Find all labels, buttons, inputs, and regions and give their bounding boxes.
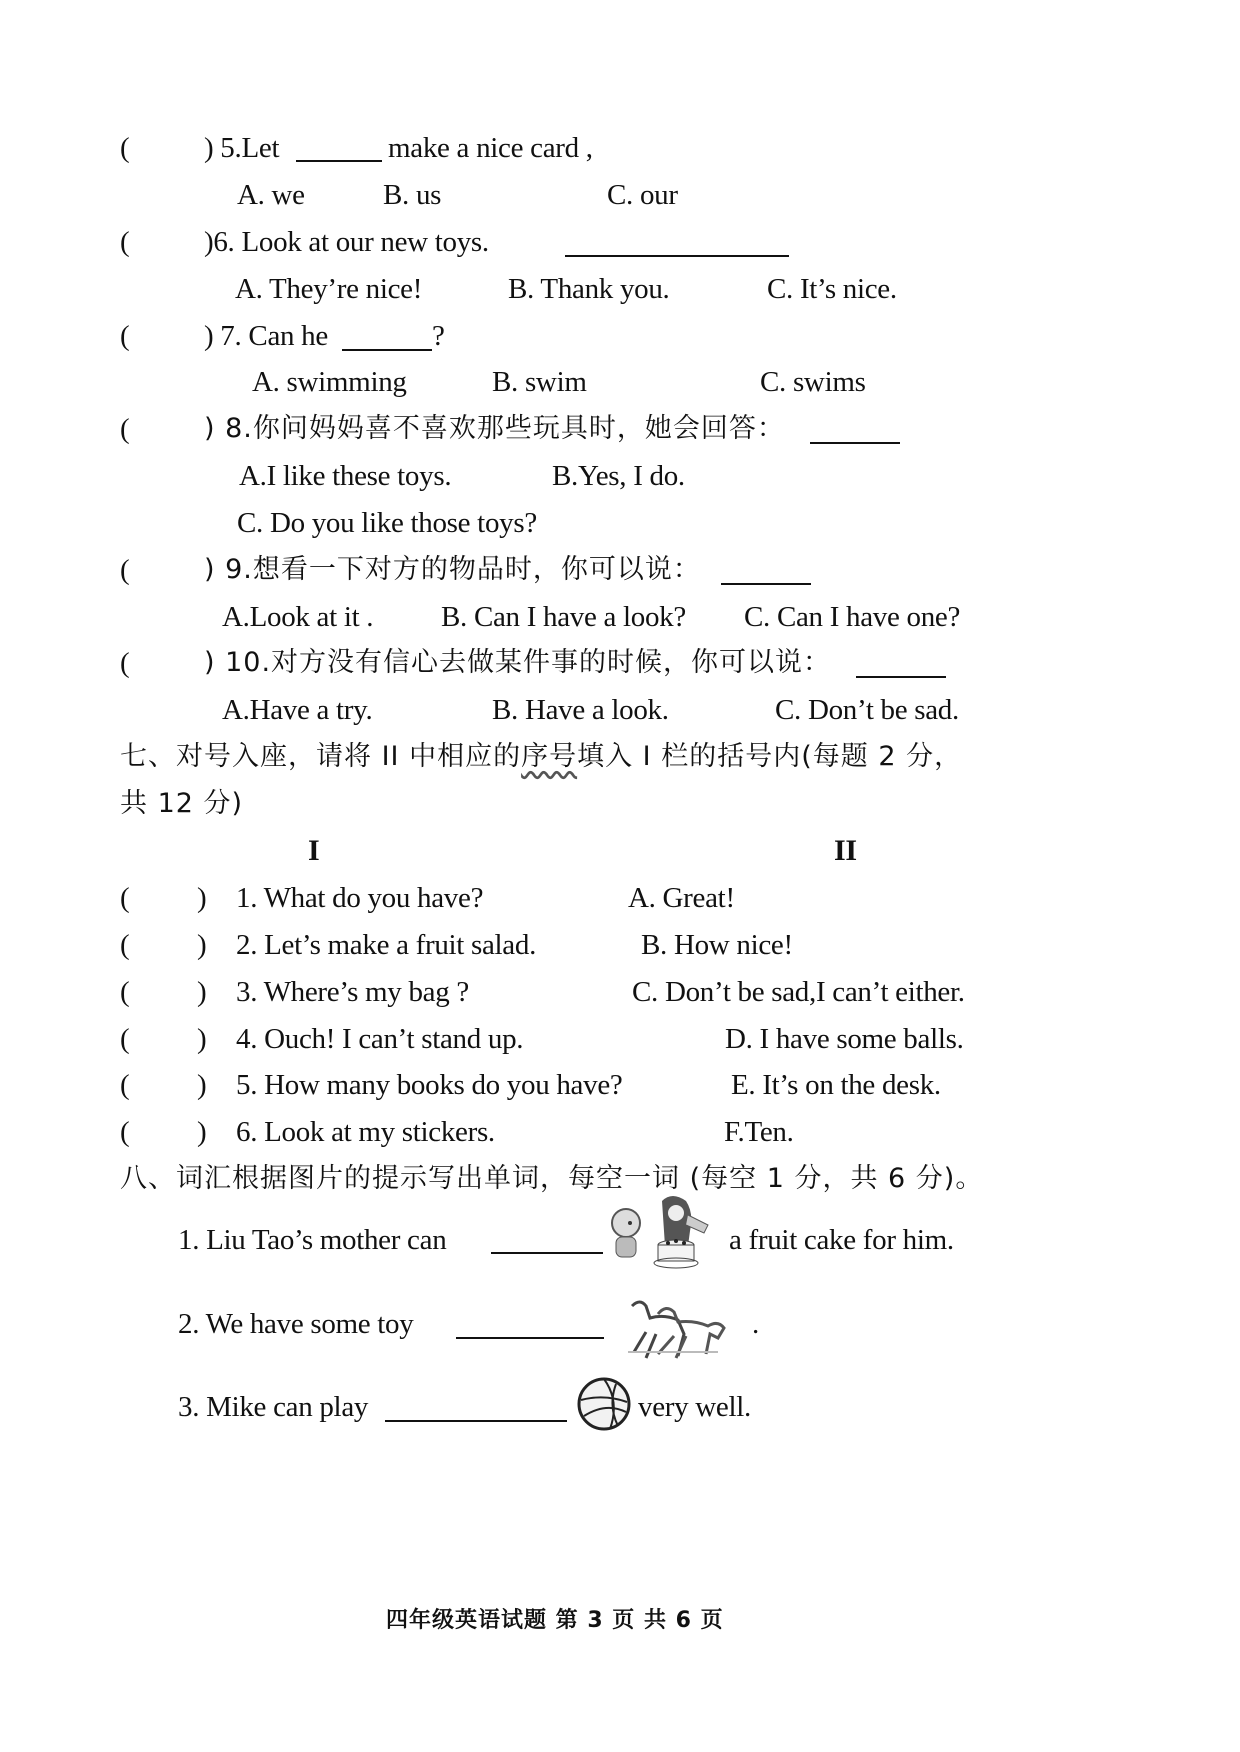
match-question: 3. Where’s my bag ? — [236, 976, 469, 1008]
vocab-sentence-start: 1. Liu Tao’s mother can — [178, 1224, 447, 1256]
option-a: A.Look at it . — [222, 601, 374, 633]
answer-paren-close: ) — [197, 882, 207, 914]
match-question: 2. Let’s make a fruit salad. — [236, 929, 537, 961]
option-c: C. Do you like those toys? — [237, 507, 537, 539]
section-title: 八、词汇根据图片的提示写出单词，每空一词 (每空 1 分，共 6 分)。 — [120, 1163, 984, 1194]
answer-paren-open: ( — [120, 320, 130, 352]
match-answer: D. I have some balls. — [725, 1023, 964, 1055]
answer-blank[interactable] — [565, 255, 789, 257]
answer-blank[interactable] — [491, 1252, 603, 1254]
match-question: 6. Look at my stickers. — [236, 1116, 495, 1148]
answer-paren-close: ) — [197, 976, 207, 1008]
answer-paren-open[interactable]: ( — [120, 1116, 130, 1148]
answer-paren-open[interactable]: ( — [120, 976, 130, 1008]
answer-paren-open: ( — [120, 132, 130, 164]
basketball-picture — [576, 1376, 632, 1432]
answer-blank[interactable] — [721, 583, 811, 585]
answer-paren-open: ( — [120, 413, 130, 445]
match-question: 4. Ouch! I can’t stand up. — [236, 1023, 524, 1055]
vocab-sentence-end: very well. — [638, 1391, 751, 1423]
answer-paren-open[interactable]: ( — [120, 882, 130, 914]
question-stem: ) 5.Let — [204, 132, 280, 164]
match-question: 5. How many books do you have? — [236, 1069, 623, 1101]
answer-paren-open[interactable]: ( — [120, 1023, 130, 1055]
vocab-sentence-start: 3. Mike can play — [178, 1391, 369, 1423]
vocab-sentence-start: 2. We have some toy — [178, 1308, 414, 1340]
answer-paren-open[interactable]: ( — [120, 929, 130, 961]
horses-picture — [618, 1292, 736, 1362]
column-header-ii: II — [834, 834, 857, 867]
answer-paren-open[interactable]: ( — [120, 1069, 130, 1101]
wavy-underlined-word: 序号 — [521, 741, 578, 772]
question-stem: ) 9.想看一下对方的物品时，你可以说： — [204, 554, 701, 585]
page-footer: 四年级英语试题 第 3 页 共 6 页 — [386, 1608, 724, 1633]
option-a: A.I like these toys. — [239, 460, 452, 492]
answer-blank[interactable] — [296, 160, 382, 162]
answer-blank[interactable] — [810, 442, 900, 444]
answer-paren-close: ) — [197, 1116, 207, 1148]
option-c: C. Don’t be sad. — [775, 694, 959, 726]
question-stem-end: ? — [432, 320, 445, 352]
question-stem: ) 8.你问妈妈喜不喜欢那些玩具时，她会回答： — [204, 413, 785, 444]
vocab-sentence-end: a fruit cake for him. — [729, 1224, 954, 1256]
question-stem-end: make a nice card , — [388, 132, 593, 164]
option-b: B. Have a look. — [492, 694, 669, 726]
answer-blank[interactable] — [385, 1420, 567, 1422]
option-c: C. Can I have one? — [744, 601, 961, 633]
match-answer: B. How nice! — [641, 929, 793, 961]
option-a: A. we — [237, 179, 305, 211]
match-answer: A. Great! — [628, 882, 735, 914]
option-a: A. swimming — [252, 366, 407, 398]
answer-blank[interactable] — [856, 676, 946, 678]
section-title-line2: 共 12 分) — [120, 788, 244, 819]
answer-paren-open: ( — [120, 226, 130, 258]
option-b: B. Can I have a look? — [441, 601, 686, 633]
question-stem: ) 10.对方没有信心去做某件事的时候，你可以说： — [204, 647, 832, 678]
section-title: 七、对号入座，请将 II 中相应的序号填入 I 栏的括号内(每题 2 分， — [120, 741, 963, 772]
mother-making-cake-picture — [604, 1193, 722, 1269]
column-header-i: I — [308, 834, 320, 867]
answer-paren-close: ) — [197, 929, 207, 961]
question-stem: ) 7. Can he — [204, 320, 328, 352]
answer-paren-open: ( — [120, 554, 130, 586]
option-b: B. Thank you. — [508, 273, 670, 305]
option-c: C. It’s nice. — [767, 273, 897, 305]
match-answer: F.Ten. — [724, 1116, 794, 1148]
option-a: A.Have a try. — [222, 694, 373, 726]
answer-paren-close: ) — [197, 1023, 207, 1055]
match-question: 1. What do you have? — [236, 882, 484, 914]
option-c: C. swims — [760, 366, 866, 398]
answer-paren-open: ( — [120, 647, 130, 679]
option-b: B.Yes, I do. — [552, 460, 685, 492]
answer-paren-close: ) — [197, 1069, 207, 1101]
option-a: A. They’re nice! — [235, 273, 423, 305]
option-b: B. us — [383, 179, 442, 211]
match-answer: C. Don’t be sad,I can’t either. — [632, 976, 965, 1008]
answer-blank[interactable] — [342, 349, 432, 351]
answer-blank[interactable] — [456, 1337, 604, 1339]
option-c: C. our — [607, 179, 678, 211]
question-stem: )6. Look at our new toys. — [204, 226, 489, 258]
option-b: B. swim — [492, 366, 587, 398]
vocab-sentence-end: . — [752, 1308, 759, 1340]
match-answer: E. It’s on the desk. — [731, 1069, 941, 1101]
